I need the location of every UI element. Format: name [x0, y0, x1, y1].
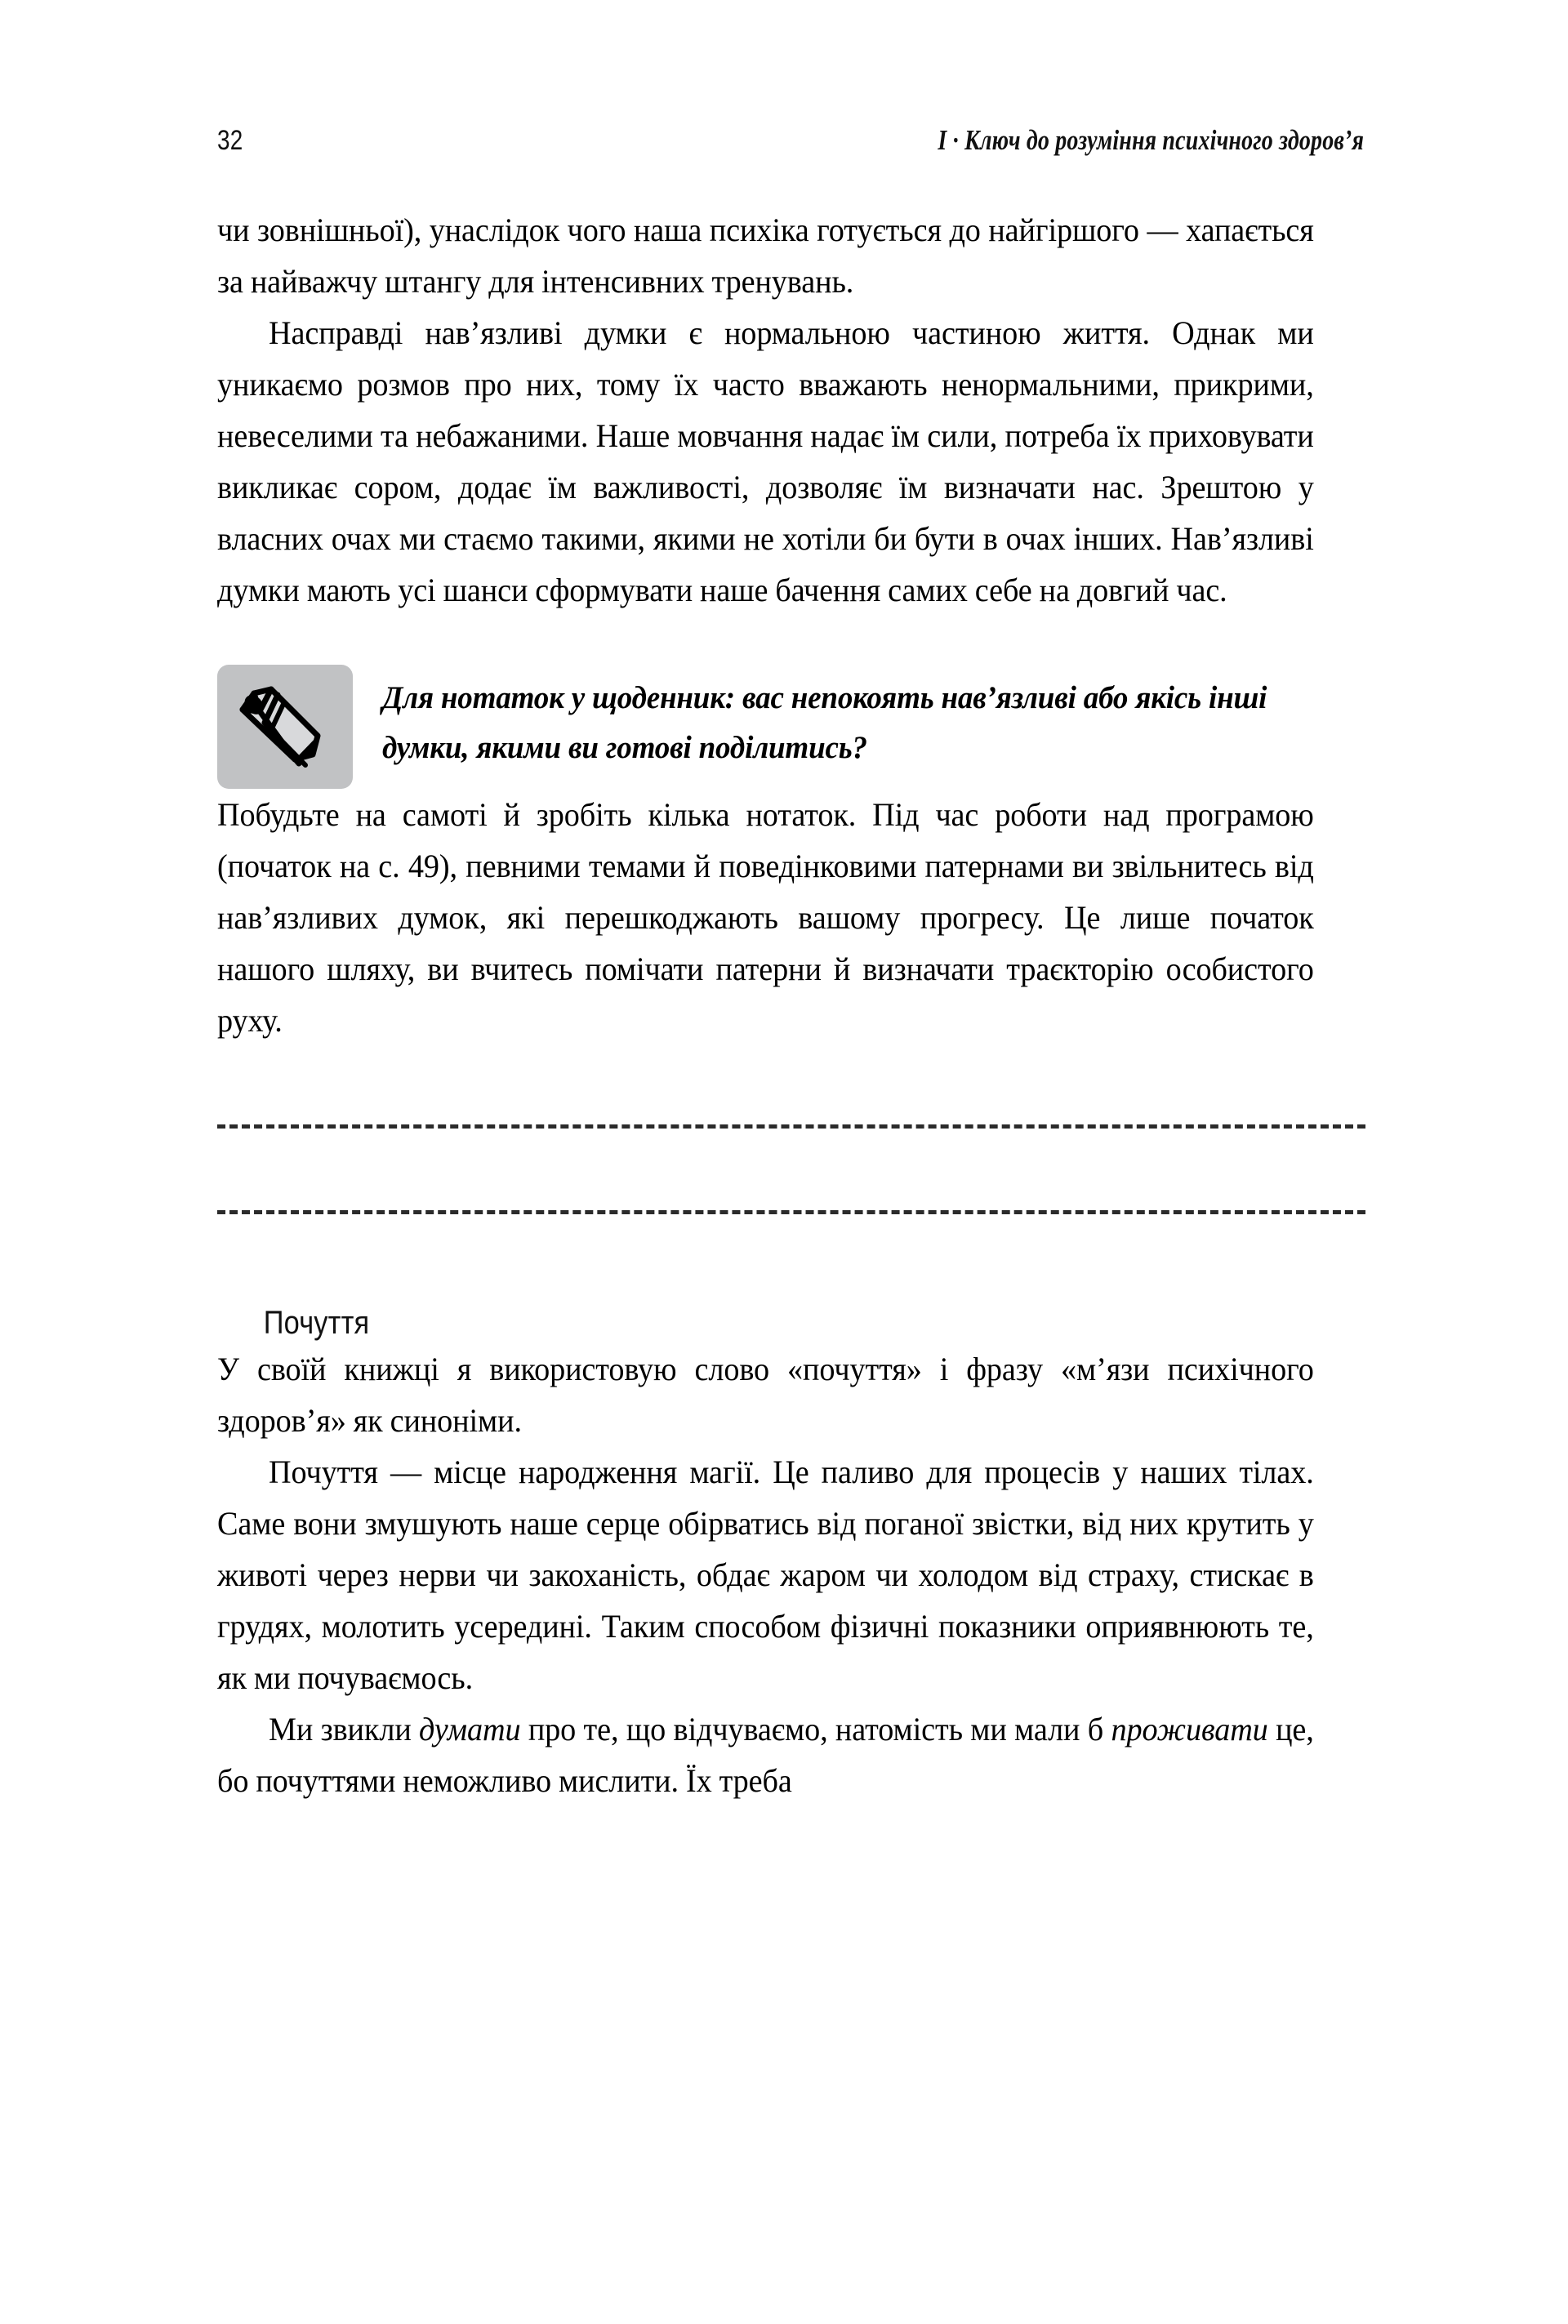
writing-rule-line[interactable]: [217, 1210, 1365, 1214]
pencil-icon-box: [217, 665, 353, 789]
text-column: [217, 204, 1365, 1806]
emphasis-text: проживати: [1111, 1711, 1268, 1747]
paragraph: [217, 1703, 1314, 1806]
emphasis-text: думати: [419, 1711, 521, 1747]
chapter-title: І · Ключ до розуміння психічного здоров’я: [938, 124, 1364, 156]
section-heading: Почуття: [263, 1305, 370, 1341]
running-head: [217, 124, 1364, 170]
callout-text: Для нотаток у щоденник: вас непокоять нав’язливі або якісь інші думки, якими ви готові поділитись?: [382, 680, 1267, 765]
paragraph: чи зовнішньої), унаслідок чого наша психіка готується до найгіршого — хапається за найважчу штангу для інтенсивних тренувань.: [217, 211, 1314, 300]
journal-prompt-callout: [217, 665, 1365, 789]
writing-rule-line[interactable]: [217, 1124, 1365, 1129]
body-text: Ми звикли: [269, 1711, 420, 1747]
writing-rules: [217, 1124, 1365, 1214]
paragraph: Насправді нав’язливі думки є нормальною частиною життя. Однак ми уникаємо розмов про них, тому їх часто вважають ненормальними, прикрими, невеселими та небажаними. Наше мовчання надає їм сили, потреба їх приховувати викликає сором, додає їм важливості, дозволяє їм визначати нас. Зрештою у власних очах ми стаємо такими, якими не хотіли би бути в очах інших. Нав’язливі думки мають усі шанси сформувати наше бачення самих себе на довгий час.: [217, 314, 1314, 608]
paragraph: Почуття — місце народження магії. Це паливо для процесів у наших тілах. Саме вони змушують наше серце обірватись від поганої звістки, від них крутить у животі через нерви чи закоханість, обдає жаром чи холодом від страху, стискає в грудях, молотить усередині. Таким способом фізичні показники оприявнюють те, як ми почуваємось.: [217, 1454, 1314, 1696]
paragraph: Побудьте на самоті й зробіть кілька нотаток. Під час роботи над програмою (початок на с. 49), певними темами й поведінковими патернами ви звільнитесь від нав’язливих думок, які перешкоджають вашому прогресу. Це лише початок нашого шляху, ви вчитесь помічати патерни й визначати траєкторію особистого руху.: [217, 796, 1314, 1039]
pencil-icon: [238, 684, 332, 769]
body-text: про те, що відчуваємо, натомість ми мали б: [520, 1711, 1111, 1747]
paragraph: У своїй книжці я використовую слово «почуття» і фразу «м’язи психічного здоров’я» як синоніми.: [217, 1351, 1314, 1439]
body-text: це, бо почуттями неможливо мислити. Їх треба: [217, 1711, 1314, 1799]
page-number: 32: [217, 125, 243, 156]
